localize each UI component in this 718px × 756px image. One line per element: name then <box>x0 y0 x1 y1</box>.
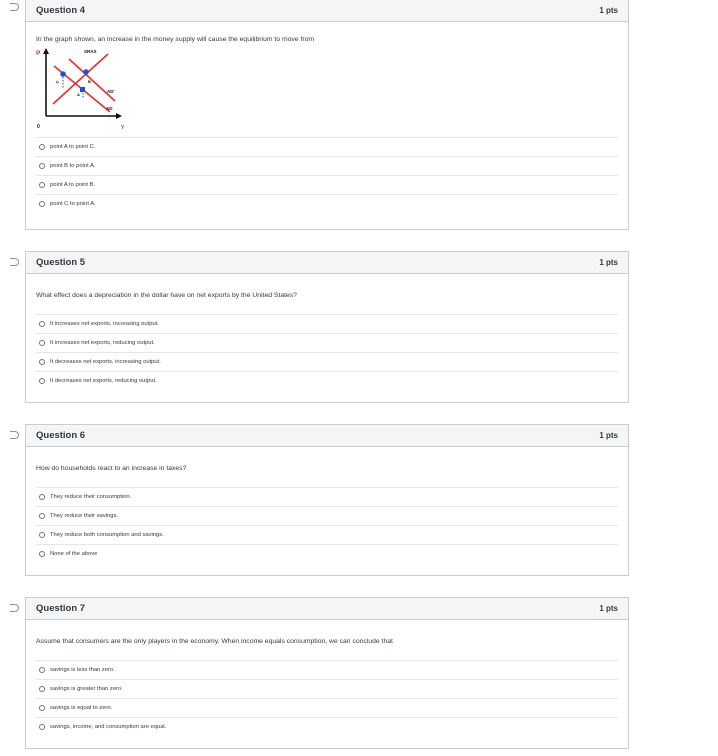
answer-option[interactable]: savings is greater than zero. <box>36 679 618 698</box>
answer-option[interactable]: It increases net exports, increasing output. <box>36 314 618 333</box>
point-b-marker <box>83 69 89 75</box>
radio-icon[interactable] <box>39 359 45 365</box>
answer-option[interactable]: point A to point B. <box>36 175 618 194</box>
answer-option[interactable]: savings is equal to zero. <box>36 698 618 717</box>
sras-label: SRAS <box>84 49 97 54</box>
question-header <box>26 598 628 620</box>
point-a-marker <box>80 87 85 92</box>
radio-icon[interactable] <box>39 201 45 207</box>
flag-question-icon[interactable] <box>10 3 19 11</box>
point-c-label: C <box>54 79 61 85</box>
question-6 <box>25 424 629 576</box>
radio-icon[interactable] <box>39 667 45 673</box>
question-text: In the graph shown, an increase in the money supply will cause the equilibrium to move from <box>36 36 315 43</box>
flag-question-icon[interactable] <box>10 604 19 612</box>
point-b-label: B <box>88 79 91 84</box>
answer-option[interactable]: It decreases net exports, increasing output. <box>36 352 618 371</box>
radio-icon[interactable] <box>39 182 45 188</box>
flag-question-icon[interactable] <box>10 431 19 439</box>
radio-icon[interactable] <box>39 163 45 169</box>
question-points: 1 pts <box>599 258 618 267</box>
question-title: Question 6 <box>36 430 86 441</box>
p-axis-label: P <box>36 50 41 57</box>
sras-curve <box>53 54 108 104</box>
answer-option[interactable]: It increases net exports, reducing output. <box>36 333 618 352</box>
question-header <box>26 252 628 274</box>
flag-question-icon[interactable] <box>10 258 19 266</box>
answer-option[interactable]: point A to point C. <box>36 137 618 156</box>
y-axis-label: Y <box>121 125 125 131</box>
question-7 <box>25 597 629 749</box>
answer-option[interactable]: None of the above <box>36 544 618 563</box>
radio-icon[interactable] <box>39 513 45 519</box>
question-points: 1 pts <box>599 604 618 613</box>
answer-option[interactable]: They reduce both consumption and savings. <box>36 525 618 544</box>
point-a-label: A <box>77 92 80 97</box>
question-title: Question 4 <box>36 5 86 16</box>
answer-option[interactable]: savings, income, and consumption are equal. <box>36 717 618 736</box>
answer-option[interactable]: point B to point A. <box>36 156 618 175</box>
as-ad-graph <box>36 46 166 132</box>
y-axis-arrow-icon <box>43 48 49 54</box>
radio-icon[interactable] <box>39 532 45 538</box>
answer-option[interactable]: They reduce their consumption. <box>36 487 618 506</box>
question-text: How do households react to an increase in taxes? <box>36 465 187 472</box>
question-title: Question 5 <box>36 257 86 268</box>
question-5 <box>25 251 629 403</box>
radio-icon[interactable] <box>39 494 45 500</box>
answer-option[interactable]: savings is less than zero. <box>36 660 618 679</box>
ad-label: AD <box>106 106 113 111</box>
question-4 <box>25 0 629 230</box>
answer-option[interactable]: point C to point A. <box>36 194 618 213</box>
radio-icon[interactable] <box>39 686 45 692</box>
radio-icon[interactable] <box>39 378 45 384</box>
answer-option[interactable]: It decreases net exports, reducing output. <box>36 371 618 390</box>
question-header <box>26 0 628 22</box>
ad-prime-label: AD' <box>107 89 115 94</box>
question-points: 1 pts <box>599 431 618 440</box>
point-c-marker <box>60 71 66 77</box>
radio-icon[interactable] <box>39 321 45 327</box>
question-title: Question 7 <box>36 603 86 614</box>
radio-icon[interactable] <box>39 551 45 557</box>
answer-option[interactable]: They reduce their savings. <box>36 506 618 525</box>
question-points: 1 pts <box>599 6 618 15</box>
radio-icon[interactable] <box>39 724 45 730</box>
radio-icon[interactable] <box>39 340 45 346</box>
radio-icon[interactable] <box>39 144 45 150</box>
question-text: What effect does a depreciation in the dollar have on net exports by the United States? <box>36 292 297 299</box>
origin-label: 0 <box>37 124 40 130</box>
ad-prime-curve <box>69 59 115 101</box>
question-header <box>26 425 628 447</box>
radio-icon[interactable] <box>39 705 45 711</box>
x-axis-arrow-icon <box>116 113 122 119</box>
question-text: Assume that consumers are the only players in the economy. When income equals consumption, we can conclude that <box>36 638 393 645</box>
